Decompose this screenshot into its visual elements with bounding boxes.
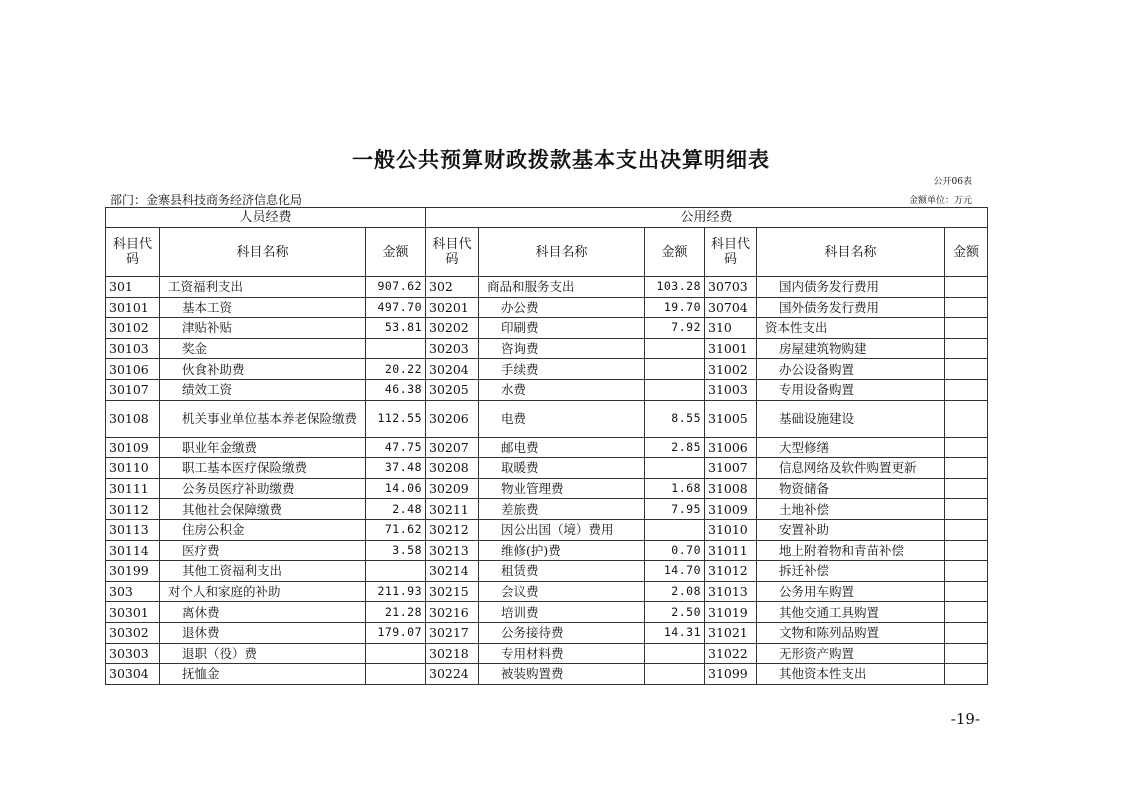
item-code: 30302 xyxy=(106,622,160,643)
item-amount: 14.70 xyxy=(645,561,705,582)
item-name: 文物和陈列品购置 xyxy=(757,622,945,643)
item-amount xyxy=(945,297,988,318)
group-public: 公用经费 xyxy=(426,208,988,228)
item-name: 专用材料费 xyxy=(479,643,645,664)
item-amount: 37.48 xyxy=(366,458,426,479)
item-code: 31012 xyxy=(705,561,757,582)
table-row xyxy=(106,359,988,380)
department-label: 部门：金寨县科技商务经济信息化局 xyxy=(110,193,303,207)
item-name: 无形资产购置 xyxy=(757,643,945,664)
item-code: 302 xyxy=(426,277,479,298)
table-row xyxy=(106,277,988,298)
item-name: 资本性支出 xyxy=(757,318,945,339)
item-amount xyxy=(945,643,988,664)
form-number: 公开06表 xyxy=(933,177,972,187)
table-row xyxy=(106,400,988,437)
item-name: 印刷费 xyxy=(479,318,645,339)
table-row xyxy=(106,519,988,540)
item-name: 其他资本性支出 xyxy=(757,664,945,685)
item-name: 退休费 xyxy=(160,622,366,643)
table-row xyxy=(106,499,988,520)
item-code: 30199 xyxy=(106,561,160,582)
item-amount: 2.08 xyxy=(645,581,705,602)
item-amount xyxy=(945,458,988,479)
item-code: 30205 xyxy=(426,379,479,400)
item-amount: 14.31 xyxy=(645,622,705,643)
item-code: 30107 xyxy=(106,379,160,400)
item-name: 办公设备购置 xyxy=(757,359,945,380)
item-name: 咨询费 xyxy=(479,338,645,359)
item-amount: 3.58 xyxy=(366,540,426,561)
item-name: 水费 xyxy=(479,379,645,400)
item-name: 基础设施建设 xyxy=(757,400,945,437)
item-amount: 112.55 xyxy=(366,400,426,437)
item-name: 土地补偿 xyxy=(757,499,945,520)
item-code: 30207 xyxy=(426,437,479,458)
item-code: 30204 xyxy=(426,359,479,380)
table-row xyxy=(106,622,988,643)
item-amount xyxy=(366,643,426,664)
item-amount xyxy=(945,499,988,520)
item-name: 电费 xyxy=(479,400,645,437)
table-row xyxy=(106,643,988,664)
item-code: 310 xyxy=(705,318,757,339)
item-name: 物业管理费 xyxy=(479,478,645,499)
item-amount: 14.06 xyxy=(366,478,426,499)
item-amount: 0.70 xyxy=(645,540,705,561)
item-name: 绩效工资 xyxy=(160,379,366,400)
col-name-3: 科目名称 xyxy=(757,228,945,277)
item-name: 公务用车购置 xyxy=(757,581,945,602)
item-amount: 8.55 xyxy=(645,400,705,437)
item-name: 住房公积金 xyxy=(160,519,366,540)
item-name: 邮电费 xyxy=(479,437,645,458)
item-code: 31003 xyxy=(705,379,757,400)
item-amount: 2.48 xyxy=(366,499,426,520)
item-name: 医疗费 xyxy=(160,540,366,561)
item-amount xyxy=(945,400,988,437)
item-code: 31019 xyxy=(705,602,757,623)
item-code: 31022 xyxy=(705,643,757,664)
item-amount: 103.28 xyxy=(645,277,705,298)
item-name: 培训费 xyxy=(479,602,645,623)
item-code: 30103 xyxy=(106,338,160,359)
item-amount: 211.93 xyxy=(366,581,426,602)
item-code: 31010 xyxy=(705,519,757,540)
item-name: 维修(护)费 xyxy=(479,540,645,561)
group-header-row xyxy=(106,208,988,228)
table-row xyxy=(106,437,988,458)
item-code: 30224 xyxy=(426,664,479,685)
item-code: 30202 xyxy=(426,318,479,339)
item-amount xyxy=(945,338,988,359)
item-code: 30213 xyxy=(426,540,479,561)
item-amount: 497.70 xyxy=(366,297,426,318)
item-amount xyxy=(945,478,988,499)
item-code: 30303 xyxy=(106,643,160,664)
item-code: 31011 xyxy=(705,540,757,561)
item-amount: 2.50 xyxy=(645,602,705,623)
item-amount xyxy=(945,318,988,339)
item-name: 信息网络及软件购置更新 xyxy=(757,458,945,479)
item-amount xyxy=(945,581,988,602)
item-amount xyxy=(945,622,988,643)
col-amount-3: 金额 xyxy=(945,228,988,277)
table-row xyxy=(106,602,988,623)
item-code: 30102 xyxy=(106,318,160,339)
table-row xyxy=(106,664,988,685)
item-code: 30301 xyxy=(106,602,160,623)
item-name: 取暖费 xyxy=(479,458,645,479)
item-code: 31009 xyxy=(705,499,757,520)
item-code: 30217 xyxy=(426,622,479,643)
col-amount-2: 金额 xyxy=(645,228,705,277)
item-amount xyxy=(645,338,705,359)
item-name: 专用设备购置 xyxy=(757,379,945,400)
item-name: 离休费 xyxy=(160,602,366,623)
item-amount: 46.38 xyxy=(366,379,426,400)
item-amount: 53.81 xyxy=(366,318,426,339)
item-name: 地上附着物和青苗补偿 xyxy=(757,540,945,561)
item-code: 30201 xyxy=(426,297,479,318)
item-name: 物资储备 xyxy=(757,478,945,499)
item-amount: 1.68 xyxy=(645,478,705,499)
item-name: 因公出国（境）费用 xyxy=(479,519,645,540)
item-name: 公务接待费 xyxy=(479,622,645,643)
table-row xyxy=(106,297,988,318)
item-name: 大型修缮 xyxy=(757,437,945,458)
item-amount xyxy=(945,359,988,380)
item-name: 手续费 xyxy=(479,359,645,380)
item-code: 30114 xyxy=(106,540,160,561)
item-code: 30215 xyxy=(426,581,479,602)
item-amount xyxy=(945,540,988,561)
page-title: 一般公共预算财政拨款基本支出决算明细表 xyxy=(352,147,770,172)
item-name: 租赁费 xyxy=(479,561,645,582)
item-name: 奖金 xyxy=(160,338,366,359)
expenditure-table xyxy=(105,207,988,685)
item-name: 抚恤金 xyxy=(160,664,366,685)
item-name: 津贴补贴 xyxy=(160,318,366,339)
item-amount: 7.95 xyxy=(645,499,705,520)
item-code: 30208 xyxy=(426,458,479,479)
item-amount xyxy=(366,561,426,582)
item-name: 被装购置费 xyxy=(479,664,645,685)
item-name: 工资福利支出 xyxy=(160,277,366,298)
item-amount: 47.75 xyxy=(366,437,426,458)
table-row xyxy=(106,458,988,479)
item-code: 30216 xyxy=(426,602,479,623)
table-body xyxy=(106,208,988,685)
table-row xyxy=(106,379,988,400)
item-name: 公务员医疗补助缴费 xyxy=(160,478,366,499)
table-row xyxy=(106,540,988,561)
item-code: 30214 xyxy=(426,561,479,582)
table-row xyxy=(106,581,988,602)
item-code: 31006 xyxy=(705,437,757,458)
item-amount xyxy=(645,359,705,380)
item-amount xyxy=(645,519,705,540)
item-name: 会议费 xyxy=(479,581,645,602)
page-number: -19- xyxy=(950,710,980,728)
item-code: 301 xyxy=(106,277,160,298)
item-amount: 20.22 xyxy=(366,359,426,380)
item-amount xyxy=(945,379,988,400)
item-code: 30111 xyxy=(106,478,160,499)
item-code: 31005 xyxy=(705,400,757,437)
item-name: 其他社会保障缴费 xyxy=(160,499,366,520)
item-code: 30703 xyxy=(705,277,757,298)
item-code: 30304 xyxy=(106,664,160,685)
item-code: 303 xyxy=(106,581,160,602)
item-amount: 7.92 xyxy=(645,318,705,339)
item-amount xyxy=(366,664,426,685)
table-row xyxy=(106,561,988,582)
col-name-1: 科目名称 xyxy=(160,228,366,277)
item-code: 30113 xyxy=(106,519,160,540)
item-name: 伙食补助费 xyxy=(160,359,366,380)
item-name: 房屋建筑物购建 xyxy=(757,338,945,359)
item-amount: 21.28 xyxy=(366,602,426,623)
col-code-2: 科目代码 xyxy=(426,228,479,277)
item-amount xyxy=(945,664,988,685)
item-amount xyxy=(645,643,705,664)
item-amount xyxy=(366,338,426,359)
item-name: 机关事业单位基本养老保险缴费 xyxy=(160,400,366,437)
item-code: 30203 xyxy=(426,338,479,359)
item-name: 国外债务发行费用 xyxy=(757,297,945,318)
item-code: 30212 xyxy=(426,519,479,540)
item-name: 安置补助 xyxy=(757,519,945,540)
item-amount xyxy=(645,664,705,685)
col-name-2: 科目名称 xyxy=(479,228,645,277)
item-name: 退职（役）费 xyxy=(160,643,366,664)
table-row xyxy=(106,318,988,339)
item-name: 其他工资福利支出 xyxy=(160,561,366,582)
item-code: 31002 xyxy=(705,359,757,380)
item-name: 职工基本医疗保险缴费 xyxy=(160,458,366,479)
item-code: 30101 xyxy=(106,297,160,318)
item-amount xyxy=(945,437,988,458)
item-amount: 179.07 xyxy=(366,622,426,643)
item-code: 30112 xyxy=(106,499,160,520)
item-code: 30110 xyxy=(106,458,160,479)
item-code: 31008 xyxy=(705,478,757,499)
item-code: 30109 xyxy=(106,437,160,458)
table-row xyxy=(106,338,988,359)
col-code-3: 科目代码 xyxy=(705,228,757,277)
item-name: 职业年金缴费 xyxy=(160,437,366,458)
item-code: 30206 xyxy=(426,400,479,437)
item-code: 31013 xyxy=(705,581,757,602)
item-amount: 907.62 xyxy=(366,277,426,298)
col-code-1: 科目代码 xyxy=(106,228,160,277)
item-code: 31021 xyxy=(705,622,757,643)
item-amount xyxy=(945,561,988,582)
item-code: 31001 xyxy=(705,338,757,359)
item-amount xyxy=(945,602,988,623)
item-name: 商品和服务支出 xyxy=(479,277,645,298)
item-amount: 19.70 xyxy=(645,297,705,318)
item-amount: 71.62 xyxy=(366,519,426,540)
item-name: 国内债务发行费用 xyxy=(757,277,945,298)
item-code: 30106 xyxy=(106,359,160,380)
item-amount xyxy=(945,519,988,540)
item-code: 30209 xyxy=(426,478,479,499)
item-amount: 2.85 xyxy=(645,437,705,458)
item-name: 拆迁补偿 xyxy=(757,561,945,582)
item-code: 31007 xyxy=(705,458,757,479)
item-code: 30211 xyxy=(426,499,479,520)
item-code: 30108 xyxy=(106,400,160,437)
item-amount xyxy=(645,379,705,400)
item-name: 办公费 xyxy=(479,297,645,318)
item-amount xyxy=(945,277,988,298)
group-personnel: 人员经费 xyxy=(106,208,426,228)
amount-unit-label: 金额单位：万元 xyxy=(908,196,972,206)
column-header-row xyxy=(106,228,988,277)
item-name: 其他交通工具购置 xyxy=(757,602,945,623)
item-name: 基本工资 xyxy=(160,297,366,318)
item-name: 差旅费 xyxy=(479,499,645,520)
col-amount-1: 金额 xyxy=(366,228,426,277)
item-amount xyxy=(645,458,705,479)
item-name: 对个人和家庭的补助 xyxy=(160,581,366,602)
item-code: 30218 xyxy=(426,643,479,664)
item-code: 30704 xyxy=(705,297,757,318)
table-row xyxy=(106,478,988,499)
item-code: 31099 xyxy=(705,664,757,685)
